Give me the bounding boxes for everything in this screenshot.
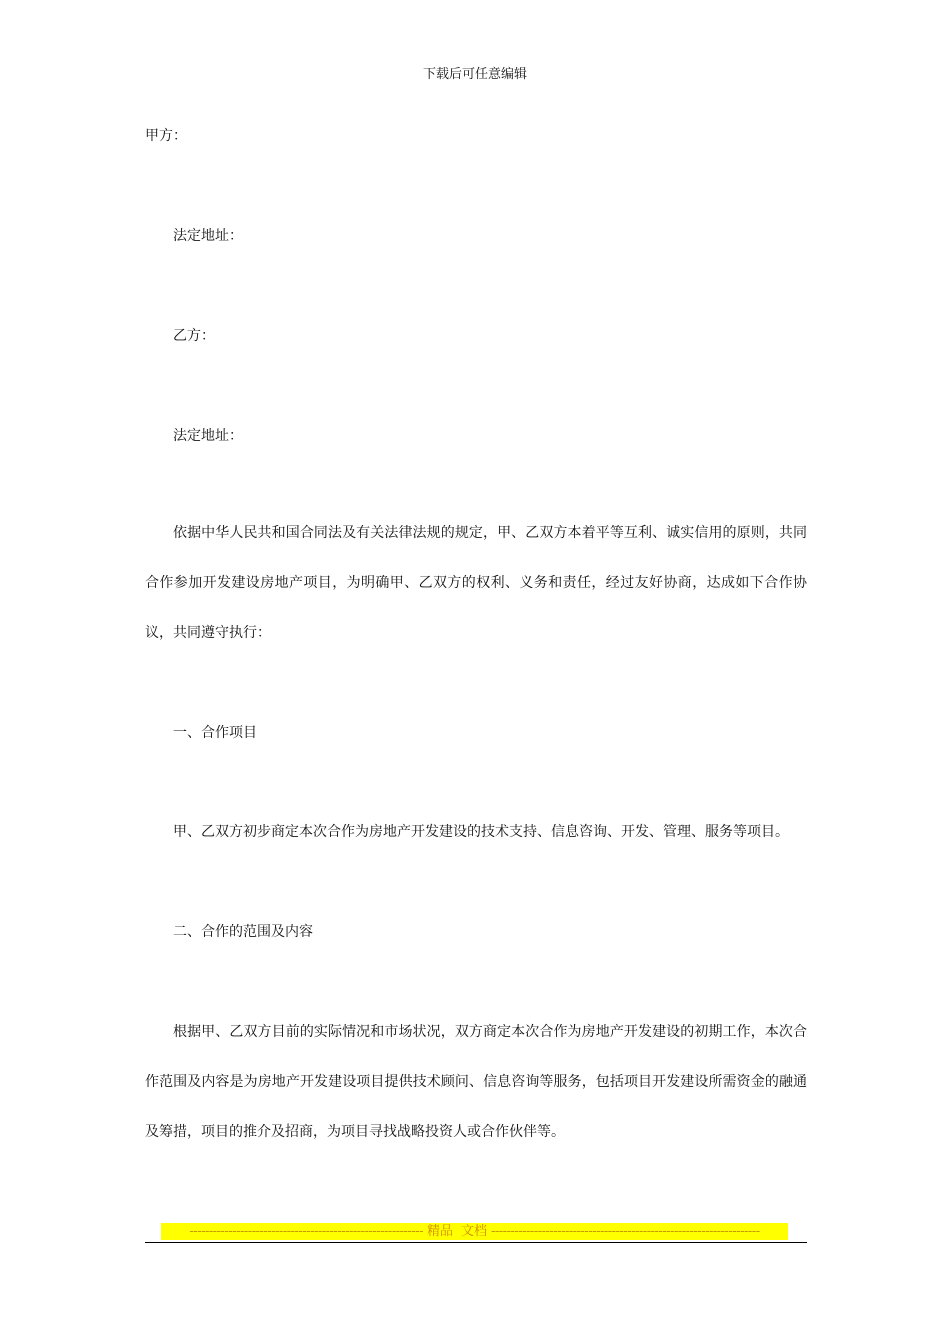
party-a-address-label: 法定地址： xyxy=(173,228,243,244)
section-1-body: 甲、乙双方初步商定本次合作为房地产开发建设的技术支持、信息咨询、开发、管理、服务等项目。 xyxy=(173,824,789,840)
page-header-note: 下载后可任意编辑 xyxy=(422,67,527,82)
section-2-heading: 二、合作的范围及内容 xyxy=(173,924,313,940)
section-2-body: 根据甲、乙双方目前的实际情况和市场状况，双方商定本次合作为房地产开发建设的初期工作，本次合作范围及内容是为房地产开发建设项目提供技术顾问、信息咨询等服务，包括项目开发建设所需资金的融通及筹措，项目的推介及招商，为项目寻找战略投资人或合作伙伴等。 xyxy=(145,1024,807,1140)
party-b-address-label: 法定地址： xyxy=(173,428,243,444)
footer-rule xyxy=(145,1242,807,1243)
party-a-label: 甲方： xyxy=(145,128,187,144)
section-1-heading: 一、合作项目 xyxy=(173,725,257,741)
footer-watermark-band xyxy=(161,1223,788,1240)
footer-left-dashes: ------------------------------------------------------------ xyxy=(189,1224,423,1239)
footer-mark-right: 文档 xyxy=(460,1224,487,1239)
party-b-label: 乙方： xyxy=(173,328,215,344)
footer-mark-left: 精品 xyxy=(426,1224,453,1239)
contract-preamble: 依据中华人民共和国合同法及有关法律法规的规定，甲、乙双方本着平等互利、诚实信用的原则，共同合作参加开发建设房地产项目，为明确甲、乙双方的权利、义务和责任，经过友好协商，达成如下合作协议，共同遵守执行： xyxy=(145,525,807,641)
footer-right-dashes: --------------------------------------------------------------------- xyxy=(491,1224,760,1239)
